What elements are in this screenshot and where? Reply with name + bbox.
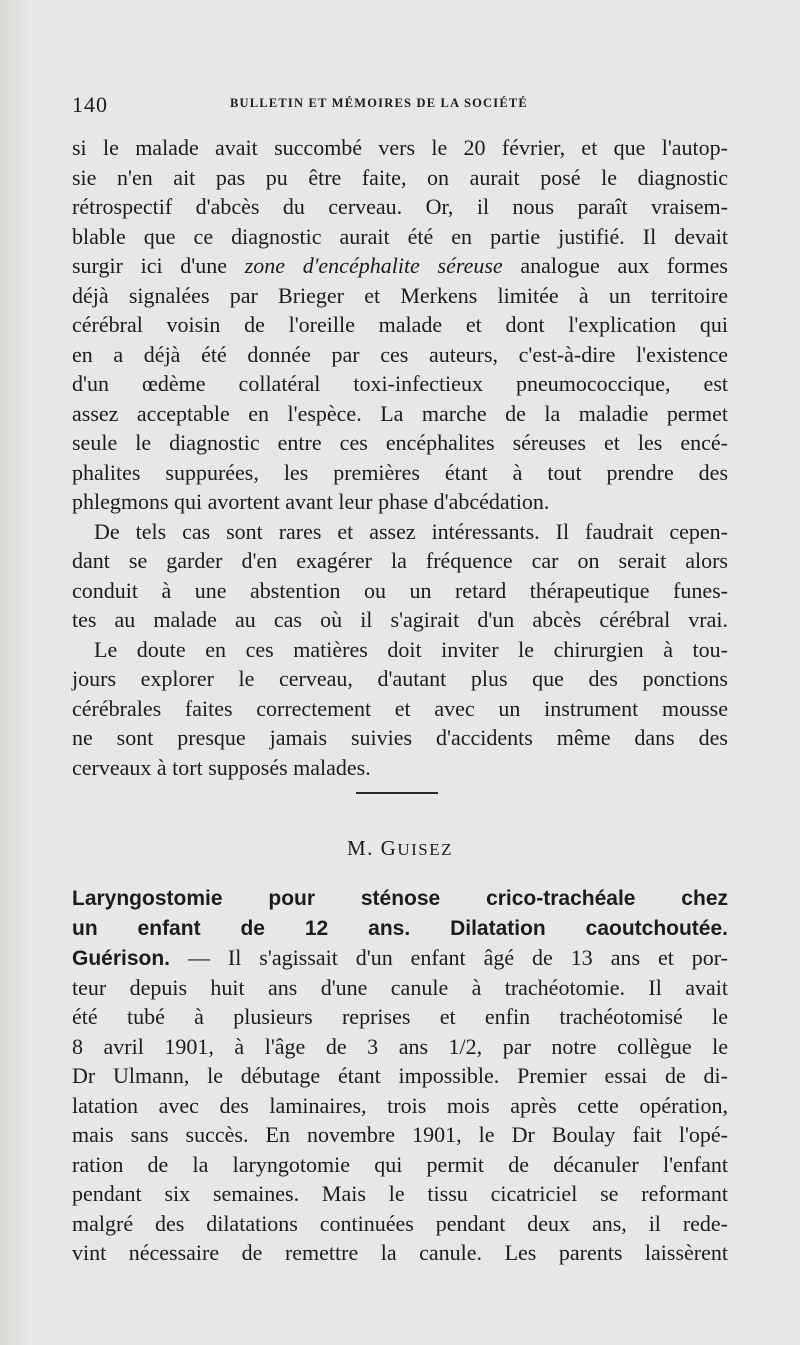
text-line: 8 avril 1901, à l'âge de 3 ans 1/2, par notre collègue le [72, 1033, 728, 1059]
text-line: cerveaux à tort supposés malades. [72, 754, 371, 780]
author-surname-smallcaps: UISEZ [397, 840, 453, 859]
author-initial: M. G [346, 836, 398, 860]
italic-term: zone d'encéphalite séreuse [244, 253, 503, 278]
author-name [0, 836, 800, 861]
text-line: cérébrales faites correctement et avec un instrument mousse [72, 695, 728, 721]
text-line: tes au malade au cas où il s'agirait d'un abcès cérébral vrai. [72, 607, 728, 632]
section-divider [356, 792, 438, 794]
text-line: Dr Ulmann, le débutage étant impossible. Premier essai de di- [72, 1063, 728, 1088]
page-gutter-shadow [0, 0, 30, 1345]
text-line: phalites suppurées, les premières étant à tout prendre des [72, 459, 728, 485]
text-line: mais sans succès. En novembre 1901, le Dr Boulay fait l'opé- [72, 1122, 728, 1147]
text-line: déjà signalées par Brieger et Merkens limitée à un territoire [72, 282, 728, 308]
article-title-end: Guérison. [72, 947, 171, 970]
text-line: De tels cas sont rares et assez intéressants. Il faudrait cepen- [94, 518, 728, 544]
text-line: jours explorer le cerveau, d'autant plus que des ponctions [72, 666, 728, 691]
text-line: cérébral voisin de l'oreille malade et dont l'explication qui [72, 312, 728, 337]
text-line: ne sont presque jamais suivies d'accidents même dans des [72, 725, 728, 750]
text-line: teur depuis huit ans d'une canule à trachéotomie. Il avait [72, 974, 728, 1000]
text-line: malgré des dilatations continuées pendant deux ans, il rede- [72, 1210, 728, 1236]
text-line: été tubé à plusieurs reprises et enfin trachéotomisé le [72, 1004, 728, 1029]
paragraph [72, 133, 728, 517]
text-line: blable que ce diagnostic aurait été en partie justifié. Il devait [72, 223, 728, 249]
text-line: latation avec des laminaires, trois mois après cette opération, [72, 1092, 728, 1118]
text-line: Le doute en ces matières doit inviter le chirurgien à tou- [94, 636, 728, 662]
text-line: dant se garder d'en exagérer la fréquence car on serait alors [72, 548, 728, 573]
page-number: 140 [72, 92, 108, 117]
article-title-line: un enfant de 12 ans. Dilatation caoutchoutée. [72, 916, 728, 940]
text-line: pendant six semaines. Mais le tissu cicatriciel se reformant [72, 1181, 728, 1206]
text-line: vint nécessaire de remettre la canule. Les parents laissèrent [72, 1240, 728, 1265]
text-line: ration de la laryngotomie qui permit de décanuler l'enfant [72, 1151, 728, 1177]
paragraph [72, 635, 728, 783]
text-line: assez acceptable en l'espèce. La marche de la maladie permet [72, 400, 728, 426]
text-line: d'un œdème collatéral toxi-infectieux pneumococcique, est [72, 371, 728, 396]
text-line: en a déjà été donnée par ces auteurs, c'est-à-dire l'existence [72, 341, 728, 367]
article-title-line: Laryngostomie pour sténose crico-trachéale chez [72, 887, 728, 910]
text-span: analogue aux formes [502, 253, 728, 278]
paragraph [72, 517, 728, 635]
text-line: si le malade avait succombé vers le 20 février, et que l'autop- [72, 135, 728, 160]
text-line [72, 251, 728, 281]
text-line: sie n'en ait pas pu être faite, on aurait posé le diagnostic [72, 164, 728, 190]
running-title: BULLETIN ET MÉMOIRES DE LA SOCIÉTÉ [230, 96, 528, 110]
text-line: conduit à une abstention ou un retard thérapeutique funes- [72, 577, 728, 603]
text-line: seule le diagnostic entre ces encéphalites séreuses et les encé- [72, 430, 728, 455]
page-header [72, 90, 728, 120]
text-line [72, 943, 728, 973]
text-line: phlegmons qui avortent avant leur phase d'abcédation. [72, 489, 550, 514]
text-span: surgir ici d'une [72, 253, 245, 278]
text-line: rétrospectif d'abcès du cerveau. Or, il nous paraît vraisem- [72, 194, 728, 219]
text-span: — Il s'agissait d'un enfant âgé de 13 ans et por- [170, 945, 728, 970]
article [72, 884, 728, 1268]
body-text [72, 133, 728, 782]
